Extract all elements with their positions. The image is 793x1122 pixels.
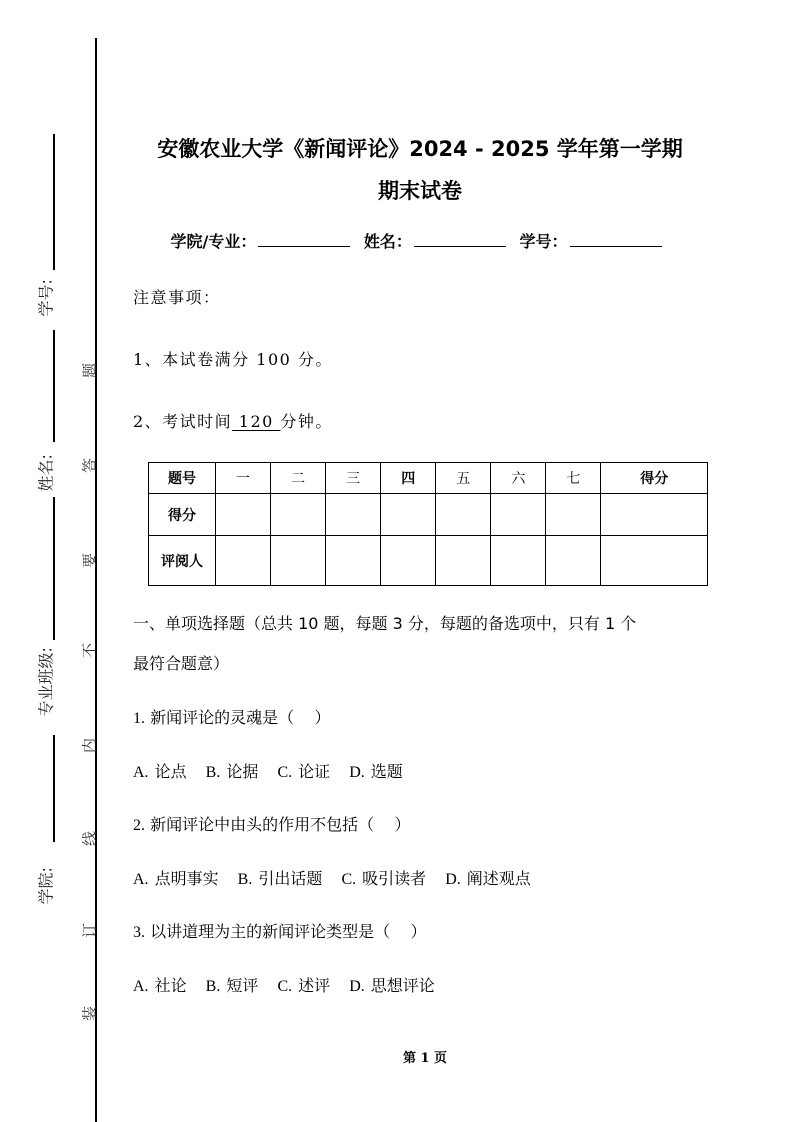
class-fill-line-a xyxy=(53,497,55,640)
header-cell: 六 xyxy=(491,463,546,494)
option-text: 点明事实 xyxy=(154,869,219,888)
question-3 xyxy=(133,919,426,942)
option-c[interactable] xyxy=(341,869,426,888)
score-cell[interactable] xyxy=(491,494,546,536)
seal-char: 装 xyxy=(80,1006,99,1022)
seal-char: 要 xyxy=(80,553,99,569)
score-cell[interactable] xyxy=(381,494,436,536)
college-label: 学院: xyxy=(36,867,56,905)
exam-subtitle: 期末试卷 xyxy=(378,179,462,203)
header-cell: 七 xyxy=(546,463,601,494)
question-2 xyxy=(133,812,410,835)
exam-title: 安徽农业大学《新闻评论》2024 - 2025 学年第一学期 xyxy=(157,137,683,161)
binding-margin-line xyxy=(95,38,97,1122)
option-letter: B. xyxy=(205,978,221,995)
header-cell: 四 xyxy=(381,463,436,494)
option-a[interactable] xyxy=(133,869,219,888)
question-number: 1. xyxy=(133,710,145,727)
question-number: 2. xyxy=(133,817,145,834)
header-cell: 得分 xyxy=(601,463,708,494)
grader-row xyxy=(149,536,708,586)
option-d[interactable] xyxy=(445,869,531,888)
option-d[interactable] xyxy=(349,762,403,781)
note-text: 1、本试卷满分 100 分。 xyxy=(133,350,333,369)
seal-char: 题 xyxy=(80,363,99,379)
option-letter: A. xyxy=(133,978,149,995)
page-number: 第 1 页 xyxy=(402,1051,448,1066)
note-item-2 xyxy=(133,409,333,432)
row-label: 得分 xyxy=(149,494,216,536)
header-cell: 题号 xyxy=(149,463,216,494)
section-title: 一、单项选择题（总共 10 题，每题 3 分，每题的备选项中，只有 1 个 xyxy=(133,614,637,633)
seal-char: 答 xyxy=(80,458,99,474)
question-text: 新闻评论的灵魂是（ ） xyxy=(150,708,331,727)
score-table-header-row xyxy=(149,463,708,494)
header-cell: 一 xyxy=(216,463,271,494)
grader-cell[interactable] xyxy=(436,536,491,586)
option-letter: C. xyxy=(277,764,293,781)
option-letter: C. xyxy=(341,871,357,888)
option-text: 短评 xyxy=(226,976,259,995)
option-text: 论证 xyxy=(298,762,331,781)
option-text: 选题 xyxy=(370,762,403,781)
option-a[interactable] xyxy=(133,976,187,995)
student-id-blank[interactable] xyxy=(570,232,662,247)
row-label: 评阅人 xyxy=(149,536,216,586)
option-text: 社论 xyxy=(154,976,187,995)
college-major-label: 学院/专业： xyxy=(170,232,257,251)
name-blank[interactable] xyxy=(414,232,506,247)
score-cell[interactable] xyxy=(216,494,271,536)
name-fill-line xyxy=(53,330,55,442)
question-3-options xyxy=(133,973,449,996)
student-id-label: 学号: xyxy=(36,279,56,317)
college-major-blank[interactable] xyxy=(258,232,350,247)
score-row xyxy=(149,494,708,536)
score-cell[interactable] xyxy=(271,494,326,536)
grader-cell[interactable] xyxy=(326,536,381,586)
question-1 xyxy=(133,705,330,728)
option-letter: C. xyxy=(277,978,293,995)
option-c[interactable] xyxy=(277,976,330,995)
student-id-label: 学号： xyxy=(519,232,568,251)
question-text: 新闻评论中由头的作用不包括（ ） xyxy=(150,815,411,834)
option-text: 引出话题 xyxy=(258,869,323,888)
name-label: 姓名: xyxy=(36,454,56,492)
option-text: 阐述观点 xyxy=(466,869,531,888)
header-cell: 三 xyxy=(326,463,381,494)
score-cell[interactable] xyxy=(601,494,708,536)
class-fill-line-b xyxy=(53,735,55,842)
note-item-1 xyxy=(133,347,333,370)
option-text: 吸引读者 xyxy=(362,869,427,888)
score-cell[interactable] xyxy=(326,494,381,536)
grader-cell[interactable] xyxy=(271,536,326,586)
score-cell[interactable] xyxy=(546,494,601,536)
question-2-options xyxy=(133,866,545,889)
seal-char: 订 xyxy=(80,923,99,939)
option-b[interactable] xyxy=(206,976,259,995)
question-text: 以讲道理为主的新闻评论类型是（ ） xyxy=(150,922,427,941)
section-title-cont: 最符合题意） xyxy=(133,654,230,673)
option-text: 述评 xyxy=(298,976,331,995)
option-b[interactable] xyxy=(206,762,259,781)
student-id-fill-line xyxy=(53,134,55,270)
option-letter: B. xyxy=(205,764,221,781)
note-text-suffix: 分钟。 xyxy=(280,412,333,431)
grader-cell[interactable] xyxy=(601,536,708,586)
student-info-row xyxy=(120,229,720,252)
seal-char: 线 xyxy=(80,831,99,847)
option-c[interactable] xyxy=(277,762,330,781)
option-text: 论据 xyxy=(226,762,259,781)
grader-cell[interactable] xyxy=(381,536,436,586)
exam-duration-value: 120 xyxy=(232,412,281,431)
score-cell[interactable] xyxy=(436,494,491,536)
header-cell: 五 xyxy=(436,463,491,494)
note-text: 2、考试时间 xyxy=(133,412,233,431)
grader-cell[interactable] xyxy=(216,536,271,586)
option-d[interactable] xyxy=(349,976,435,995)
option-letter: A. xyxy=(133,764,149,781)
notes-heading: 注意事项： xyxy=(133,288,221,307)
question-1-options xyxy=(133,759,417,782)
option-b[interactable] xyxy=(238,869,323,888)
grader-cell[interactable] xyxy=(546,536,601,586)
seal-char: 内 xyxy=(80,738,99,754)
option-letter: A. xyxy=(133,871,149,888)
grader-cell[interactable] xyxy=(491,536,546,586)
option-letter: B. xyxy=(237,871,253,888)
option-a[interactable] xyxy=(133,762,187,781)
score-table xyxy=(148,462,708,586)
option-text: 论点 xyxy=(154,762,187,781)
major-class-label: 专业班级: xyxy=(36,647,56,717)
name-label: 姓名： xyxy=(363,232,412,251)
option-text: 思想评论 xyxy=(370,976,435,995)
option-letter: D. xyxy=(445,871,461,888)
question-number: 3. xyxy=(133,924,145,941)
option-letter: D. xyxy=(349,978,365,995)
header-cell: 二 xyxy=(271,463,326,494)
option-letter: D. xyxy=(349,764,365,781)
seal-char: 不 xyxy=(80,643,99,659)
